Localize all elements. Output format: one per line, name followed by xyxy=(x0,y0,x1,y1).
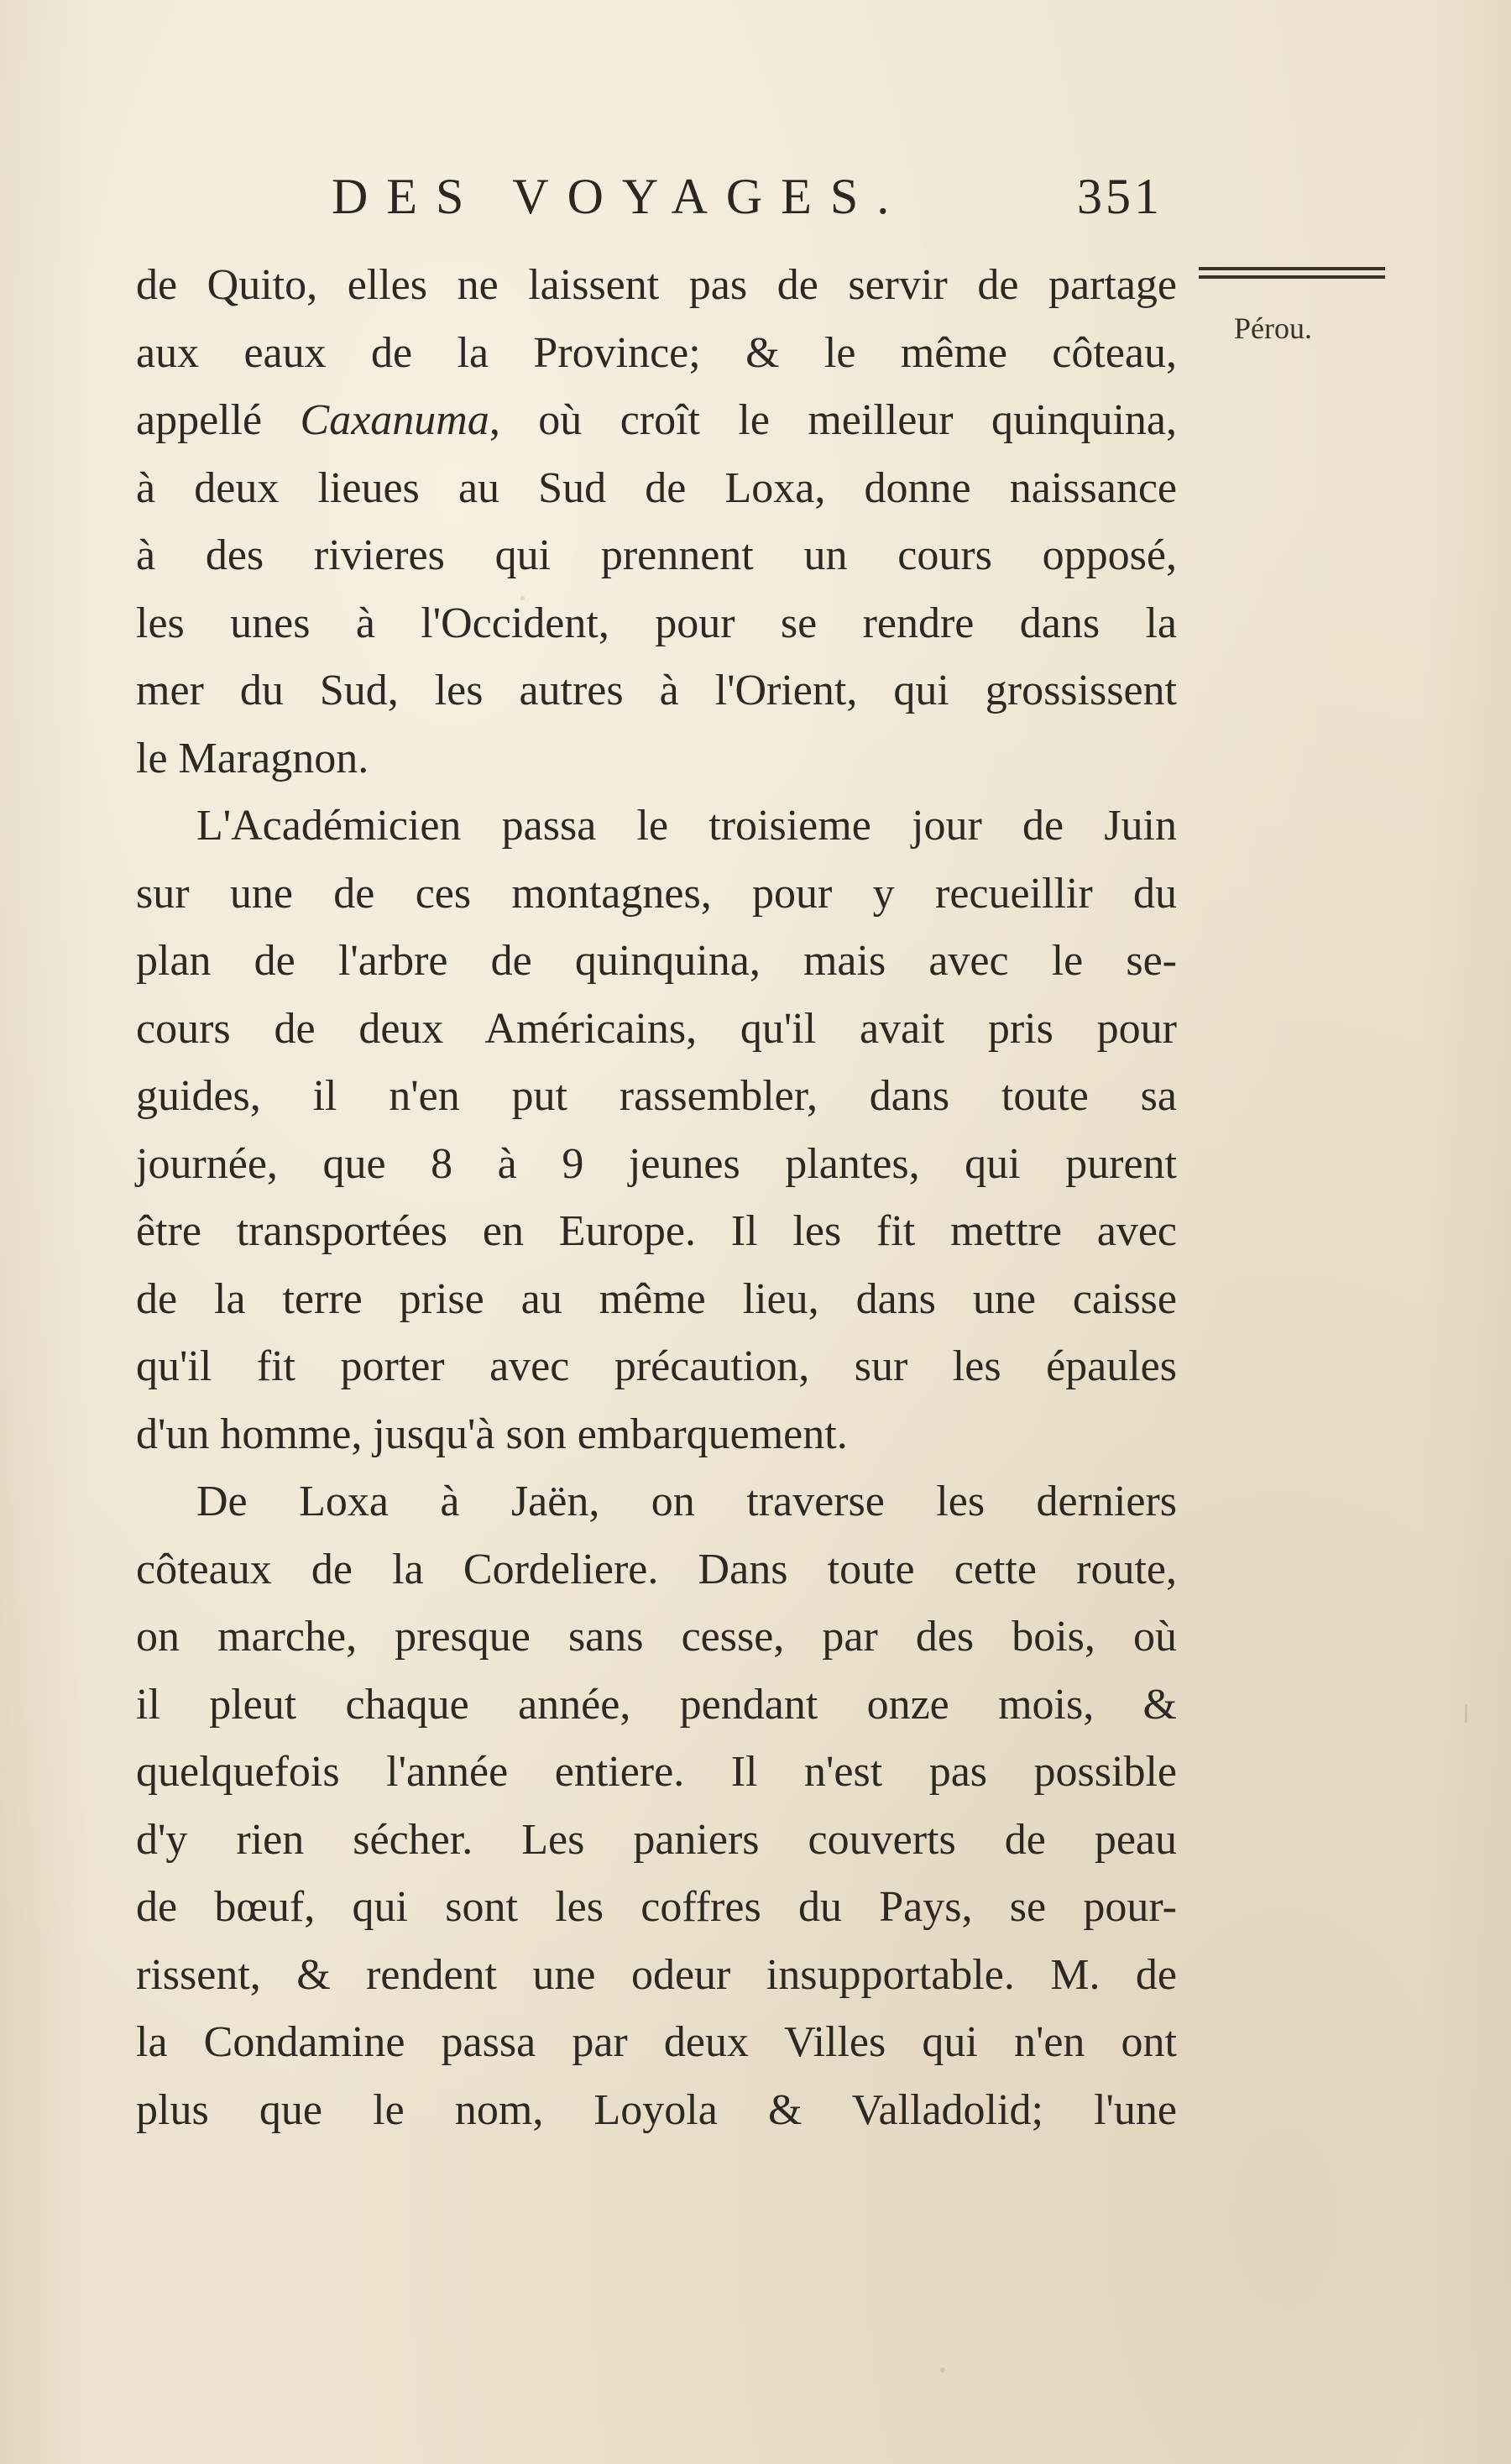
text-line: la Condamine passa par deux Villes qui n'en ont xyxy=(136,2018,1177,2066)
text-line: à des rivieres qui prennent un cours opposé, xyxy=(136,531,1177,579)
body-text xyxy=(136,252,1177,2144)
running-title: DES VOYAGES. xyxy=(332,169,908,224)
text-line: de la terre prise au même lieu, dans une caisse xyxy=(136,1274,1177,1323)
text-line: plan de l'arbre de quinquina, mais avec le se- xyxy=(136,937,1177,985)
text-line: sur une de ces montagnes, pour y recueillir du xyxy=(136,869,1177,918)
text-line: il pleut chaque année, pendant onze mois, & xyxy=(136,1680,1177,1729)
text-line xyxy=(136,387,1177,455)
text-line: cours de deux Américains, qu'il avait pris pour xyxy=(136,1004,1177,1053)
text-line: journée, que 8 à 9 jeunes plantes, qui purent xyxy=(136,1139,1177,1188)
text-line: le Maragnon. xyxy=(136,734,369,782)
text-line: les unes à l'Occident, pour se rendre dans la xyxy=(136,599,1177,647)
margin-rule xyxy=(1199,267,1385,279)
text-fragment: appellé xyxy=(136,396,301,444)
italic-place-name: Caxanuma xyxy=(300,396,489,444)
text-line: quelquefois l'année entiere. Il n'est pas possible xyxy=(136,1748,1177,1796)
text-line: d'un homme, jusqu'à son embarquement. xyxy=(136,1410,848,1458)
text-line: être transportées en Europe. Il les fit mettre avec xyxy=(136,1207,1177,1255)
paper-spot xyxy=(1465,1704,1467,1723)
running-head xyxy=(332,168,1163,235)
margin-note: Pérou. xyxy=(1234,311,1312,345)
page-number: 351 xyxy=(1077,169,1163,224)
text-line: de bœuf, qui sont les coffres du Pays, se pour- xyxy=(136,1883,1177,1931)
text-line: plus que le nom, Loyola & Valladolid; l'une xyxy=(136,2085,1177,2134)
text-line: L'Académicien passa le troisieme jour de Juin xyxy=(196,802,1177,850)
text-fragment: , où croît le meilleur quinquina, xyxy=(489,396,1177,444)
text-line: qu'il fit porter avec précaution, sur les épaules xyxy=(136,1342,1177,1390)
paper-spot xyxy=(940,2367,945,2372)
text-line: aux eaux de la Province; & le même côteau, xyxy=(136,328,1177,377)
text-line: de Quito, elles ne laissent pas de servir de partage xyxy=(136,261,1177,309)
text-line: De Loxa à Jaën, on traverse les derniers xyxy=(196,1478,1177,1525)
text-line: côteaux de la Cordeliere. Dans toute cette route, xyxy=(136,1545,1177,1593)
text-line: d'y rien sécher. Les paniers couverts de peau xyxy=(136,1815,1177,1864)
text-line: mer du Sud, les autres à l'Orient, qui grossissent xyxy=(136,667,1177,714)
text-line: on marche, presque sans cesse, par des bois, où xyxy=(136,1613,1177,1661)
text-line: rissent, & rendent une odeur insupportable. M. de xyxy=(136,1950,1177,1999)
text-line: guides, il n'en put rassembler, dans toute sa xyxy=(136,1072,1177,1120)
text-line: à deux lieues au Sud de Loxa, donne naissance xyxy=(136,463,1177,512)
